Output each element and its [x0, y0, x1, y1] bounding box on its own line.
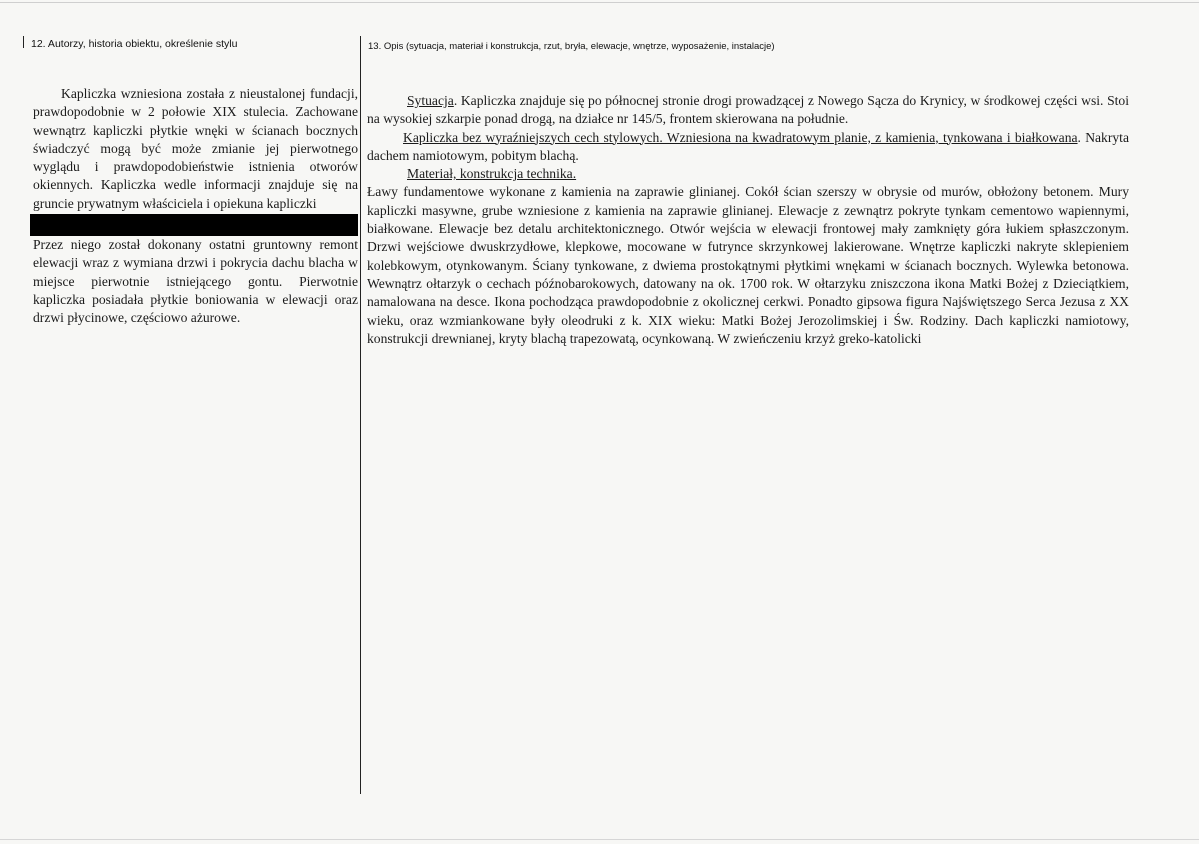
history-paragraph-2: Przez niego został dokonany ostatni gruntowny remont elewacji wraz z wymiana drzwi i pokrycia dachu blacha w miejsce pierwotnie istniejącego gontu. Pierwotnie kapliczka posiadała płytkie boniowania w elewacji oraz drzwi płycinowe, częściowo ażurowe.: [33, 237, 358, 326]
situation-text: . Kapliczka znajduje się po północnej stronie drogi prowadzącej z Nowego Sącza do Krynicy, w środkowej części wsi. Stoi na wysokiej szkarpie ponad drogą, na działce nr 145/5, frontem skierowana na południe.: [367, 93, 1129, 127]
style-paragraph: [367, 129, 1129, 166]
style-label: Kapliczka bez wyraźniejszych cech stylowych. Wzniesiona na kwadratowym planie, z kamienia, tynkowana i białkowana: [403, 129, 1078, 145]
history-column: [33, 85, 358, 328]
style-text: . Nakryta dachem namiotowym, pobitym blachą.: [367, 129, 1129, 163]
situation-label: Sytuacja: [407, 93, 454, 108]
section-13-header: 13. Opis (sytuacja, materiał i konstrukcja, rzut, bryła, elewacje, wnętrze, wyposażenie, instalacje): [368, 41, 775, 52]
left-column-marker: [23, 36, 24, 48]
redaction-bar: [30, 214, 358, 236]
history-paragraph-1: Kapliczka wzniesiona została z nieustalonej fundacji, prawdopodobnie w 2 połowie XIX stulecia. Zachowane wewnątrz kapliczki płytkie wnęki w ścianach bocznych świadczyć mogą być może zmianie jej pierwotnego wyglądu i prawdopodobieństwie istnienia otworów okiennych. Kapliczka wedle informacji znajduje się na gruncie prywatnym właściciela i opiekuna kapliczki: [33, 86, 358, 211]
top-rule: [0, 2, 1199, 3]
column-divider: [360, 36, 361, 794]
bottom-rule: [0, 839, 1199, 840]
section-12-header: 12. Autorzy, historia obiektu, określenie stylu: [31, 38, 238, 50]
material-heading: Materiał, konstrukcja technika.: [407, 166, 577, 182]
description-column: [367, 92, 1129, 348]
situation-paragraph: [367, 92, 1129, 129]
material-paragraph: Ławy fundamentowe wykonane z kamienia na zaprawie glinianej. Cokół ścian szerszy w obrysie od murów, obłożony betonem. Mury kapliczki masywne, grube wzniesione z kamienia na zaprawie glinianej. Elewacje z zewnątrz pokryte tynkam cementowo wapiennymi, białkowane. Elewacje bez detalu architektonicznego. Otwór wejścia w elewacji frontowej mały zamknięty góra łukiem spłaszczonym. Drzwi wejściowe dwuskrzydłowe, klepkowe, mocowane w futrynce skrzynkowej lakierowane. Wnętrze kapliczki nakryte sklepieniem kolebkowym, otynkowanym. Ściany tynkowane, z dwiema prostokątnymi płytkimi wnękami w ścianach bocznych. Wylewka betonowa. Wewnątrz ołtarzyk o cechach późnobarokowych, datowany na ok. 1700 rok. W ołtarzyku zniszczona ikona Matki Bożej z Dzieciątkiem, namalowana na desce. Ikona pochodząca prawdopodobnie z okolicznej cerkwi. Ponadto gipsowa figura Najświętszego Serca Jezusa z XX wieku, oraz wzmiankowane były oleodruki z k. XIX wieku: Matki Bożej Jerozolimskiej i Św. Rodziny. Dach kapliczki namiotowy, konstrukcji drewnianej, kryty blachą trapezowatą, ocynkowaną. W zwieńczeniu krzyż greko-katolicki: [367, 184, 1129, 346]
